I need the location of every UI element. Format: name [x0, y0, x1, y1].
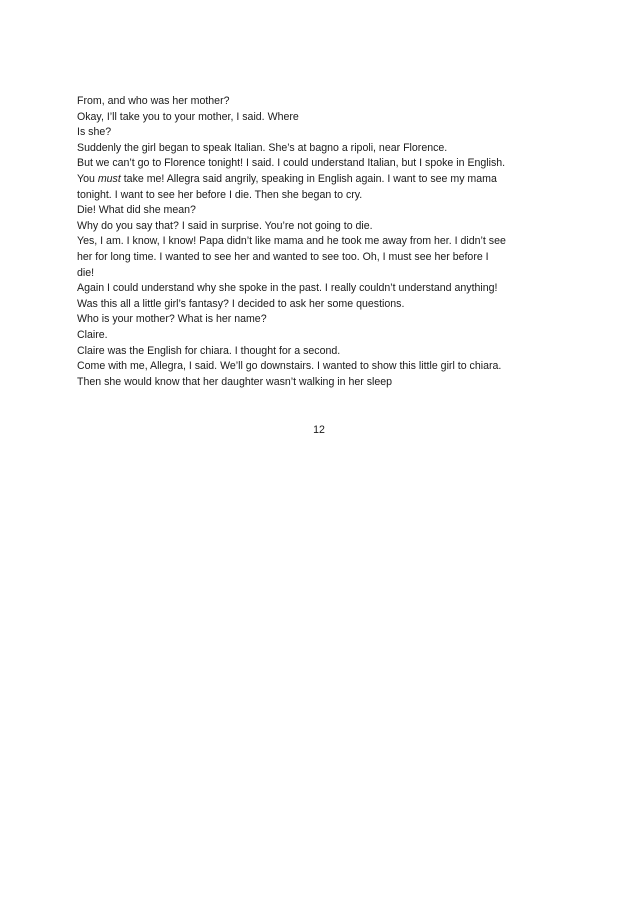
- text-line-10: Yes, I am. I know, I know! Papa didn’t like mama and he took me away from her. I didn’t see: [77, 235, 506, 248]
- text-line-8: Die! What did she mean?: [77, 204, 196, 217]
- text-line-11: her for long time. I wanted to see her and wanted to see too. Oh, I must see her before I: [77, 250, 489, 263]
- text-line-6-after: take me! Allegra said angrily, speaking in English again. I want to see my mama: [120, 172, 497, 185]
- text-line-19: Then she would know that her daughter wasn’t walking in her sleep: [77, 375, 393, 388]
- text-line-3: Is she?: [77, 126, 112, 139]
- text-line-12: die!: [77, 266, 95, 279]
- text-line-17: Claire was the English for chiara. I thought for a second.: [77, 344, 341, 357]
- text-line-4: Suddenly the girl began to speak Italian. She’s at bagno a ripoli, near Florence.: [77, 141, 448, 154]
- emphasis-must: must: [97, 172, 121, 185]
- text-line-16: Claire.: [77, 328, 108, 341]
- text-line-15: Who is your mother? What is her name?: [77, 313, 267, 326]
- text-line-1: From, and who was her mother?: [77, 95, 230, 107]
- text-line-13: Again I could understand why she spoke in the past. I really couldn’t understand anything!: [77, 282, 498, 295]
- text-line-6: [77, 172, 567, 188]
- text-line-7: tonight. I want to see her before I die. Then she began to cry.: [77, 188, 363, 201]
- text-line-2: Okay, I’ll take you to your mother, I said. Where: [77, 110, 299, 123]
- text-line-6-before: You: [77, 172, 98, 185]
- text-line-5: But we can’t go to Florence tonight! I said. I could understand Italian, but I spoke in English.: [77, 157, 506, 170]
- text-line-18: Come with me, Allegra, I said. We’ll go downstairs. I wanted to show this little girl to chiara.: [77, 360, 502, 373]
- body-text: [77, 94, 567, 390]
- page-number: 12: [313, 424, 325, 436]
- text-line-9: Why do you say that? I said in surprise. You’re not going to die.: [77, 219, 373, 232]
- text-line-14: Was this all a little girl’s fantasy? I decided to ask her some questions.: [77, 297, 405, 310]
